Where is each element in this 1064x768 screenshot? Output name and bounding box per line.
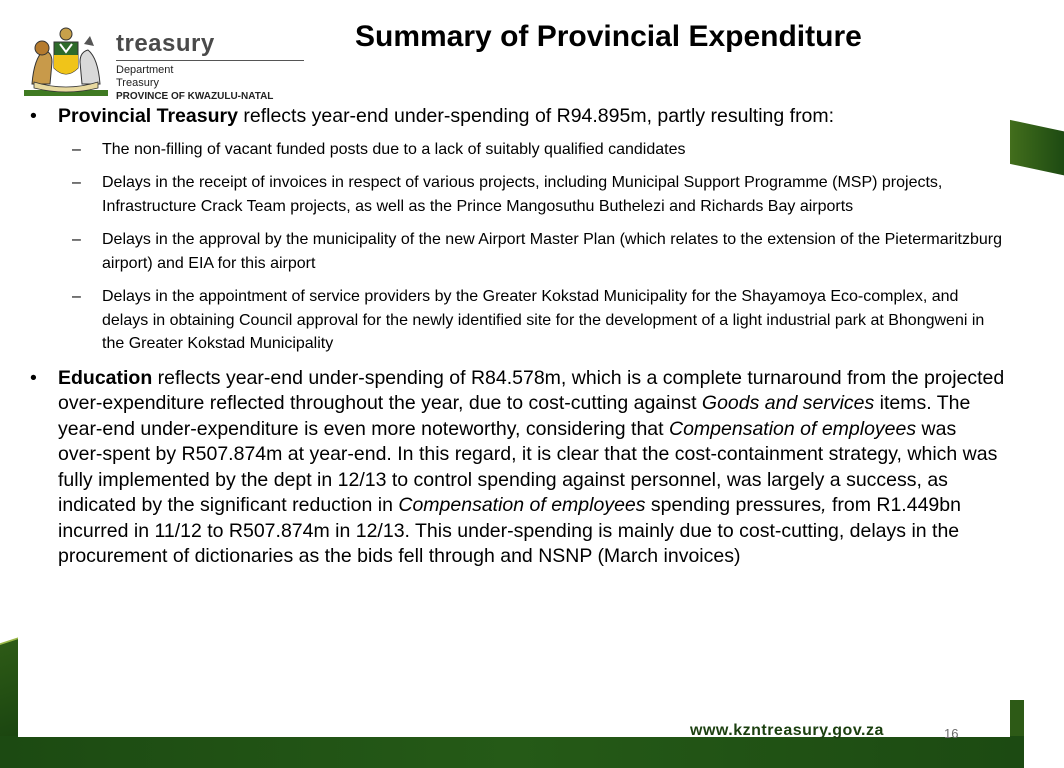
sub-item: – The non-filling of vacant funded posts due to a lack of suitably qualified candidates (72, 140, 686, 158)
page-number: 16 (944, 726, 959, 741)
logo-department (116, 64, 273, 103)
bullet-dot: • (30, 366, 37, 389)
sub-item: – Delays in the appointment of service providers by the Greater Kokstad Municipality for the Shayamoya Eco-complex, and delays in obtaining Council approval for the newly identified site for the development of a light industrial park at Bhongweni in the Greater Kokstad Municipality (72, 288, 985, 352)
logo-line-department: Department (116, 64, 174, 76)
bullet-italic: Compensation of employees (398, 494, 646, 516)
bullet-text: items. The year-end under-expenditure is even more noteworthy, considering that (58, 392, 971, 440)
logo-line-treasury: Treasury (116, 77, 159, 89)
bullet-dot: • (30, 105, 37, 127)
bullet-text: reflects year-end under-spending of R84.578m, which is a complete turnaround from the projected over-expenditure reflected throughout the year, due to cost-cutting against (58, 366, 1005, 414)
bullet-text: spending pressures (645, 494, 822, 516)
footer-band (0, 736, 1024, 768)
bullet-italic: Goods and services (701, 392, 875, 414)
sub-item-text: Delays in the appointment of service providers by the Greater Kokstad Municipality for the Shayamoya Eco-complex, and delays in obtaining Council approval for the newly identified site for the development of a light industrial park at Bhongweni in the Greater Kokstad Municipality (102, 288, 985, 352)
slide-title: Summary of Provincial Expenditure (355, 20, 862, 53)
bullet-education (30, 366, 1005, 570)
sub-list (58, 138, 1005, 356)
coat-of-arms-icon (24, 22, 108, 96)
bullet-text: was over-spent by R507.874m at year-end. In this regard, it is clear that the cost-containment strategy, which was fully implemented by the dept in 12/13 to control spending against personnel, was largely a success, as indicated by the significant reduction in (58, 417, 998, 516)
bullet-italic: , (821, 494, 827, 516)
slide-body (30, 104, 1005, 578)
logo-wordmark: treasury (116, 30, 215, 57)
logo-line-province: PROVINCE OF KWAZULU-NATAL (116, 91, 274, 102)
bullet-text: reflects year-end under-spending of R94.895m, partly resulting from: (237, 105, 835, 127)
sub-item: – Delays in the receipt of invoices in respect of various projects, including Municipal Support Programme (MSP) projects, Infrastructure Crack Team projects, as well as the Prince Mangosuthu Buthelezi and Richards Bay airports (72, 174, 943, 215)
sub-item-text: Delays in the approval by the municipality of the new Airport Master Plan (which relates to the extension of the Pietermaritzburg airport) and EIA for this airport (102, 231, 1003, 272)
logo-rule (116, 60, 304, 61)
sub-item-text: Delays in the receipt of invoices in respect of various projects, including Municipal Support Programme (MSP) projects, Infrastructure Crack Team projects, as well as the Prince Mangosuthu Buthelezi and Richards Bay airports (102, 174, 943, 215)
sub-item-text: The non-filling of vacant funded posts due to a lack of suitably qualified candidates (102, 140, 686, 158)
bullet-heading: Education (58, 366, 153, 389)
bullet-text: from R1.449bn incurred in 11/12 to R507.874m in 12/13. This under-spending is mainly due to cost-cutting, delays in the procurement of dictionaries as the bids fell through and NSNP (March invoices) (58, 494, 961, 567)
bullet-heading: Provincial Treasury (58, 105, 238, 127)
bullet-italic: Compensation of employees (668, 417, 917, 440)
bullet-provincial-treasury (30, 104, 1005, 356)
sub-item: – Delays in the approval by the municipality of the new Airport Master Plan (which relates to the extension of the Pietermaritzburg airport) and EIA for this airport (72, 231, 1003, 272)
footer-url: www.kzntreasury.gov.za (690, 722, 884, 739)
treasury-logo (24, 22, 304, 102)
